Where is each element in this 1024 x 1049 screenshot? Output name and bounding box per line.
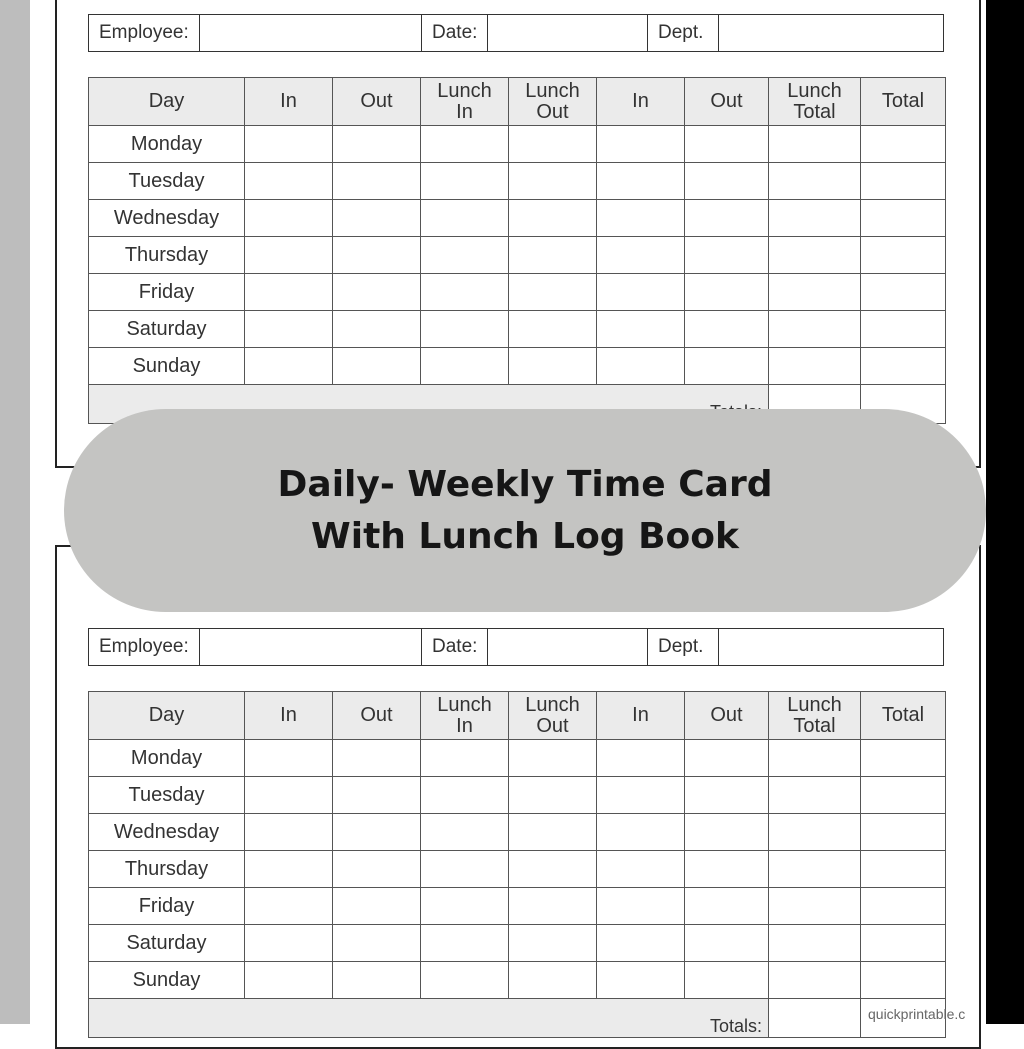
time-entry-cell[interactable] [685,962,769,999]
time-entry-cell[interactable] [421,814,509,851]
date-field[interactable] [488,629,648,665]
dept-field[interactable] [719,629,943,665]
col-header-lunch-in: Lunch In [421,78,509,126]
time-entry-cell[interactable] [769,163,861,200]
day-label: Tuesday [89,163,245,200]
time-entry-cell[interactable] [509,163,597,200]
employee-info-row [88,14,944,52]
col-header-lunch-total: Lunch Total [769,78,861,126]
table-row [89,237,946,274]
col-header-lunch-out: Lunch Out [509,78,597,126]
time-entry-cell[interactable] [245,126,333,163]
time-entry-cell[interactable] [861,274,946,311]
time-entry-cell[interactable] [509,814,597,851]
totals-lunch-cell[interactable] [769,999,861,1038]
time-entry-cell[interactable] [245,777,333,814]
col-header-day: Day [89,692,245,740]
day-label: Saturday [89,311,245,348]
time-entry-cell[interactable] [685,851,769,888]
time-entry-cell[interactable] [333,126,421,163]
time-entry-cell[interactable] [685,163,769,200]
time-entry-cell[interactable] [685,740,769,777]
time-entry-cell[interactable] [509,237,597,274]
time-entry-cell[interactable] [421,274,509,311]
time-entry-cell[interactable] [597,163,685,200]
col-header-lunch-in: Lunch In [421,692,509,740]
time-entry-cell[interactable] [509,126,597,163]
table-row [89,311,946,348]
time-entry-cell[interactable] [685,814,769,851]
day-label: Thursday [89,851,245,888]
time-entry-cell[interactable] [509,851,597,888]
col-header-out: Out [333,78,421,126]
table-row [89,962,946,999]
time-entry-cell[interactable] [509,777,597,814]
time-entry-cell[interactable] [769,740,861,777]
time-entry-cell[interactable] [769,962,861,999]
time-entry-cell[interactable] [597,851,685,888]
time-entry-cell[interactable] [333,814,421,851]
time-entry-cell[interactable] [685,888,769,925]
watermark-text: quickprintable.c [868,1006,966,1022]
time-entry-cell[interactable] [509,348,597,385]
time-entry-cell[interactable] [861,348,946,385]
time-entry-cell[interactable] [333,925,421,962]
col-header-lunch-out: Lunch Out [509,692,597,740]
time-entry-cell[interactable] [509,962,597,999]
time-entry-cell[interactable] [421,777,509,814]
time-entry-cell[interactable] [333,274,421,311]
time-entry-cell[interactable] [421,925,509,962]
employee-label: Employee: [89,629,200,665]
time-entry-cell[interactable] [685,237,769,274]
dept-field[interactable] [719,15,943,51]
day-label: Sunday [89,962,245,999]
time-entry-cell[interactable] [685,274,769,311]
time-entry-cell[interactable] [333,740,421,777]
time-entry-cell[interactable] [509,311,597,348]
day-label: Monday [89,740,245,777]
time-entry-cell[interactable] [333,851,421,888]
table-row [89,348,946,385]
day-label: Tuesday [89,777,245,814]
date-label: Date: [422,15,488,51]
time-entry-cell[interactable] [333,777,421,814]
col-header-total: Total [861,78,946,126]
date-field[interactable] [488,15,648,51]
col-header-total: Total [861,692,946,740]
time-entry-cell[interactable] [421,163,509,200]
table-row [89,814,946,851]
time-entry-cell[interactable] [245,814,333,851]
time-entry-cell[interactable] [769,274,861,311]
time-entry-cell[interactable] [769,126,861,163]
time-entry-cell[interactable] [597,925,685,962]
day-label: Friday [89,274,245,311]
time-entry-cell[interactable] [597,274,685,311]
time-entry-cell[interactable] [861,740,946,777]
time-entry-cell[interactable] [333,888,421,925]
title-banner [64,409,986,612]
time-entry-cell[interactable] [245,962,333,999]
time-entry-cell[interactable] [597,237,685,274]
time-entry-cell[interactable] [421,126,509,163]
table-row [89,274,946,311]
time-entry-cell[interactable] [769,200,861,237]
day-label: Wednesday [89,200,245,237]
time-entry-cell[interactable] [861,814,946,851]
employee-label: Employee: [89,15,200,51]
time-entry-cell[interactable] [333,200,421,237]
time-entry-cell[interactable] [509,925,597,962]
table-row [89,925,946,962]
time-entry-cell[interactable] [421,888,509,925]
time-entry-cell[interactable] [421,348,509,385]
time-entry-cell[interactable] [861,311,946,348]
time-entry-cell[interactable] [245,740,333,777]
day-label: Saturday [89,925,245,962]
time-entry-cell[interactable] [685,126,769,163]
employee-info-row [88,628,944,666]
col-header-out: Out [333,692,421,740]
time-entry-cell[interactable] [333,163,421,200]
time-entry-cell[interactable] [685,348,769,385]
time-entry-cell[interactable] [861,851,946,888]
time-entry-cell[interactable] [597,740,685,777]
time-entry-cell[interactable] [861,777,946,814]
date-label: Date: [422,629,488,665]
time-entry-cell[interactable] [597,888,685,925]
time-entry-cell[interactable] [769,814,861,851]
header-row [89,692,946,740]
time-entry-cell[interactable] [769,237,861,274]
time-entry-cell[interactable] [421,740,509,777]
time-entry-cell[interactable] [861,200,946,237]
time-entry-cell[interactable] [597,311,685,348]
time-entry-cell[interactable] [509,740,597,777]
day-label: Sunday [89,348,245,385]
table-row [89,740,946,777]
table-row [89,777,946,814]
col-header-in: In [245,692,333,740]
time-entry-cell[interactable] [685,777,769,814]
time-entry-cell[interactable] [597,200,685,237]
time-entry-cell[interactable] [861,888,946,925]
time-entry-cell[interactable] [421,851,509,888]
dept-label: Dept. [648,15,719,51]
table-row [89,851,946,888]
time-entry-cell[interactable] [597,777,685,814]
col-header-in-2: In [597,692,685,740]
table-row [89,200,946,237]
employee-field[interactable] [200,15,422,51]
col-header-out-2: Out [685,78,769,126]
right-margin-strip [986,0,1024,1024]
table-row [89,888,946,925]
time-entry-cell[interactable] [597,126,685,163]
col-header-in: In [245,78,333,126]
day-label: Thursday [89,237,245,274]
time-entry-cell[interactable] [509,200,597,237]
time-entry-cell[interactable] [421,962,509,999]
day-label: Wednesday [89,814,245,851]
time-entry-cell[interactable] [245,888,333,925]
time-entry-cell[interactable] [421,200,509,237]
time-entry-cell[interactable] [597,814,685,851]
col-header-in-2: In [597,78,685,126]
banner-title-line-1: Daily- Weekly Time Card [277,463,773,505]
header-row [89,78,946,126]
time-card-table [88,77,946,424]
time-entry-cell[interactable] [861,962,946,999]
time-entry-cell[interactable] [245,311,333,348]
time-entry-cell[interactable] [861,126,946,163]
time-entry-cell[interactable] [685,311,769,348]
col-header-lunch-total: Lunch Total [769,692,861,740]
banner-title-line-2: With Lunch Log Book [311,515,739,557]
time-entry-cell[interactable] [685,200,769,237]
time-entry-cell[interactable] [333,311,421,348]
time-card-table [88,691,946,1038]
time-entry-cell[interactable] [769,777,861,814]
time-entry-cell[interactable] [597,348,685,385]
col-header-day: Day [89,78,245,126]
day-label: Monday [89,126,245,163]
time-entry-cell[interactable] [245,200,333,237]
totals-row [89,999,946,1038]
left-margin-strip [0,0,30,1024]
time-entry-cell[interactable] [245,851,333,888]
time-entry-cell[interactable] [245,163,333,200]
time-entry-cell[interactable] [333,237,421,274]
time-entry-cell[interactable] [333,962,421,999]
time-entry-cell[interactable] [769,851,861,888]
time-entry-cell[interactable] [769,925,861,962]
employee-field[interactable] [200,629,422,665]
table-row [89,126,946,163]
time-entry-cell[interactable] [245,925,333,962]
time-entry-cell[interactable] [333,348,421,385]
col-header-out-2: Out [685,692,769,740]
time-entry-cell[interactable] [861,925,946,962]
time-entry-cell[interactable] [245,348,333,385]
time-entry-cell[interactable] [245,237,333,274]
time-entry-cell[interactable] [509,274,597,311]
table-row [89,163,946,200]
time-entry-cell[interactable] [421,311,509,348]
time-entry-cell[interactable] [861,237,946,274]
time-entry-cell[interactable] [769,348,861,385]
dept-label: Dept. [648,629,719,665]
totals-label: Totals: [89,999,769,1038]
time-entry-cell[interactable] [861,163,946,200]
time-entry-cell[interactable] [769,888,861,925]
time-entry-cell[interactable] [509,888,597,925]
time-entry-cell[interactable] [769,311,861,348]
time-entry-cell[interactable] [245,274,333,311]
time-entry-cell[interactable] [685,925,769,962]
day-label: Friday [89,888,245,925]
time-entry-cell[interactable] [421,237,509,274]
time-entry-cell[interactable] [597,962,685,999]
